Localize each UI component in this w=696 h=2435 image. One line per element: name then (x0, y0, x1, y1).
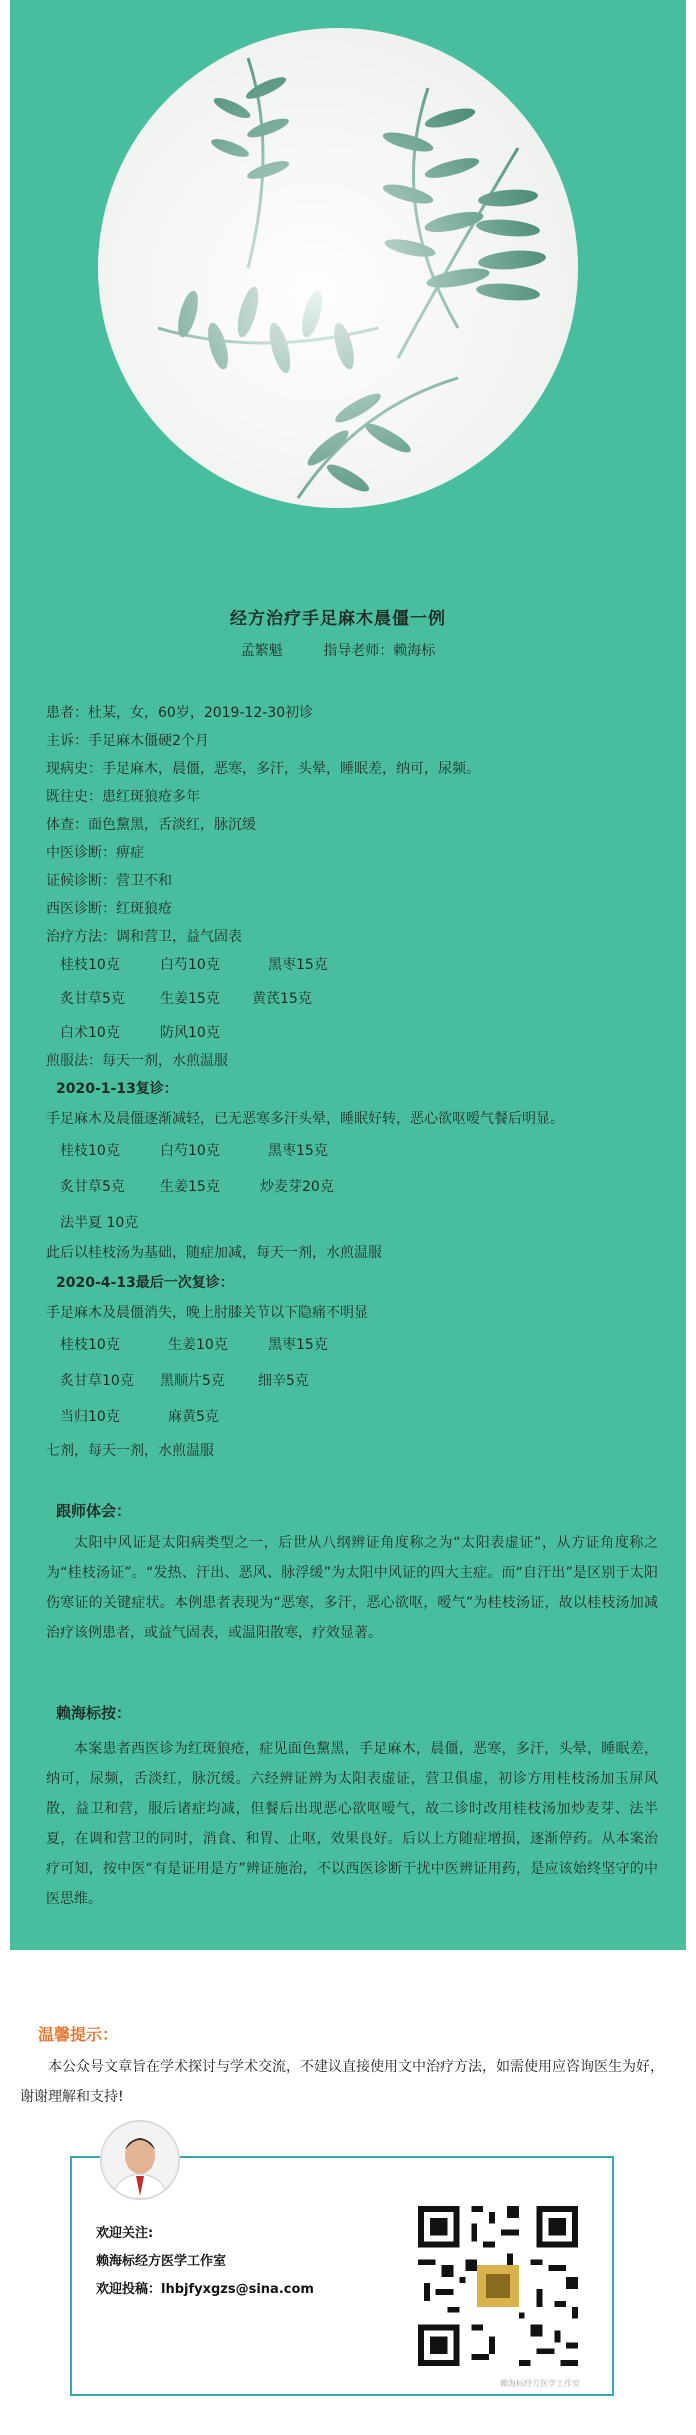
doctor-portrait-icon (102, 2122, 178, 2198)
final-visit-findings: 手足麻木及晨僵消失，晚上肘膝关节以下隐痛不明显 (46, 1305, 368, 1321)
herb-item: 桂枝10克 (60, 1337, 120, 1353)
article-title: 经方治疗手足麻木晨僵一例 (230, 609, 446, 629)
herb-item: 黑枣15克 (268, 1337, 328, 1353)
herb-item: 炙甘草10克 (60, 1373, 134, 1389)
card-border-top (180, 2156, 612, 2158)
present-history: 现病史：手足麻木，晨僵，恶寒，多汗，头晕，睡眠差，纳可，尿频。 (46, 761, 480, 777)
herb-item: 黑枣15克 (268, 957, 328, 973)
reminder-text: 本公众号文章旨在学术探讨与学术交流，不建议直接使用文中治疗方法，如需使用应咨询医生为好，谢谢理解和支持! (20, 2059, 664, 2105)
welcome-label: 欢迎关注: (96, 2226, 154, 2241)
experience-text: 太阳中风证是太阳病类型之一，后世从八纲辨证角度称之为“太阳表虚证”，从方证角度称之为“桂枝汤证”。“发热、汗出、恶风、脉浮缓”为太阳中风证的四大主症。而“自汗出”是区别于太阳伤寒证的关键症状。本例患者表现为“恶寒，多汗，恶心欲呕，嗳气”为桂枝汤证，故以桂枝汤加减治疗该例患者，或益气固表，或温阳散寒，疗效显著。 (46, 1535, 658, 1641)
herb-item: 黑顺片5克 (160, 1373, 225, 1389)
herb-item: 炙甘草5克 (60, 1179, 125, 1195)
syndrome-diagnosis: 证候诊断：营卫不和 (46, 873, 172, 889)
studio-name: 赖海标经方医学工作室 (96, 2254, 227, 2269)
herb-item: 生姜10克 (168, 1337, 228, 1353)
past-history: 既往史：患红斑狼疮多年 (46, 789, 200, 805)
herb-item: 法半夏 10克 (60, 1215, 139, 1231)
herb-item: 生姜15克 (160, 1179, 220, 1195)
treatment-method: 治疗方法：调和营卫，益气固表 (46, 929, 242, 945)
commentary-heading: 赖海标按： (56, 1704, 132, 1722)
chief-complaint: 主诉：手足麻木僵硬2个月 (46, 733, 209, 749)
herb-item: 白术10克 (60, 1025, 120, 1041)
herb-item: 生姜15克 (160, 991, 220, 1007)
fern-leaves-icon (98, 28, 578, 508)
herb-item: 细辛5克 (258, 1373, 309, 1389)
qr-code-icon[interactable] (412, 2200, 584, 2372)
tcm-diagnosis: 中医诊断：痹症 (46, 845, 144, 861)
herb-item: 桂枝10克 (60, 957, 120, 973)
submission-email[interactable]: 欢迎投稿：lhbjfyxgzs@sina.com (96, 2282, 314, 2297)
herb-item: 黄芪15克 (252, 991, 312, 1007)
herb-item: 白芍10克 (160, 1143, 220, 1159)
commentary-text: 本案患者西医诊为红斑狼疮，症见面色黧黑，手足麻木，晨僵，恶寒，多汗，头晕，睡眠差，纳可，尿频，舌淡红，脉沉缓。六经辨证辨为太阳表虚证，营卫俱虚，初诊方用桂枝汤加玉屏风散，益卫和营，服后诸症均减，但餐后出现恶心欲呕嗳气，故二诊时改用桂枝汤加炒麦芽、法半夏，在调和营卫的同时，消食、和胃、止呕，效果良好。后以上方随症增损，逐渐停药。从本案治疗可知，按中医“有是证用是方”辨证施治，不以西医诊断干扰中医辨证用药，是应该始终坚守的中医思维。 (46, 1741, 658, 1907)
herb-item: 当归10克 (60, 1409, 120, 1425)
physical-exam: 体查：面色黧黑，舌淡红，脉沉缓 (46, 817, 256, 833)
herb-item: 炙甘草5克 (60, 991, 125, 1007)
western-diagnosis: 西医诊断：红斑狼疮 (46, 901, 172, 917)
author-name: 孟繁魁 (240, 643, 283, 659)
byline (0, 640, 676, 660)
experience-heading: 跟师体会： (56, 1502, 132, 1520)
final-visit-date: 2020-4-13最后一次复诊： (56, 1275, 234, 1291)
usage-instructions: 此后以桂枝汤为基础，随症加减，每天一剂，水煎温服 (46, 1245, 382, 1261)
herb-item: 白芍10克 (160, 957, 220, 973)
advisor-name: 指导老师：赖海标 (323, 643, 436, 659)
herb-item: 防风10克 (160, 1025, 220, 1041)
fern-illustration (98, 28, 578, 508)
herb-item: 黑枣15克 (268, 1143, 328, 1159)
reminder-title: 温馨提示： (38, 2025, 119, 2044)
avatar (100, 2120, 180, 2200)
card-border-top (70, 2156, 102, 2158)
qr-caption: 赖海标经方医学工作室 (500, 2379, 580, 2388)
herb-item: 桂枝10克 (60, 1143, 120, 1159)
herb-item: 炒麦芽20克 (260, 1179, 334, 1195)
patient-info: 患者：杜某，女，60岁，2019-12-30初诊 (46, 705, 314, 721)
herb-item: 麻黄5克 (168, 1409, 219, 1425)
follow-up-findings: 手足麻木及晨僵逐渐减轻，已无恶寒多汗头晕，睡眠好转，恶心欲呕嗳气餐后明显。 (46, 1111, 564, 1127)
usage-instructions: 七剂，每天一剂，水煎温服 (46, 1443, 214, 1459)
usage-instructions: 煎服法：每天一剂，水煎温服 (46, 1053, 228, 1069)
follow-up-date: 2020-1-13复诊： (56, 1081, 178, 1097)
